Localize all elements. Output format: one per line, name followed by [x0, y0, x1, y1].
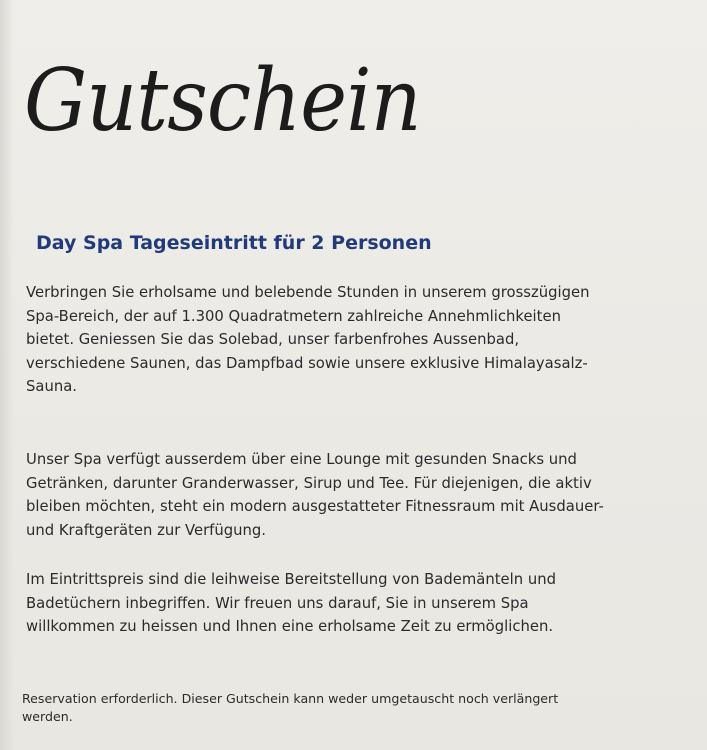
paragraph-line: Getränken, darunter Granderwasser, Sirup und Tee. Für diejenigen, die aktiv — [26, 474, 592, 492]
paragraph-line: Badetüchern inbegriffen. Wir freuen uns darauf, Sie in unserem Spa — [26, 594, 529, 612]
paragraph-line: Sauna. — [26, 378, 77, 395]
paragraph-line: und Kraftgeräten zur Verfügung. — [26, 521, 267, 539]
paragraph-line: Unser Spa verfügt ausserdem über eine Lounge mit gesunden Snacks und — [26, 451, 577, 468]
paragraph-line: verschiedene Saunen, das Dampfbad sowie unsere exklusive Himalayasalz- — [26, 354, 588, 372]
paragraph-line: Spa-Bereich, der auf 1.300 Quadratmetern zahlreiche Annehmlichkeiten — [26, 307, 561, 325]
paragraph-line: Im Eintrittspreis sind die leihweise Bereitstellung von Bademänteln und — [26, 571, 556, 588]
note-line: Reservation erforderlich. Dieser Gutschein kann weder umgetauscht noch verlängert — [22, 691, 559, 706]
paragraph-line: bleiben möchten, steht ein modern ausgestatteter Fitnessraum mit Ausdauer- — [26, 498, 604, 515]
description-paragraph-2 — [26, 448, 692, 542]
paragraph-line: Verbringen Sie erholsame und belebende Stunden in unserem grosszügigen — [26, 284, 590, 301]
note-line: werden. — [22, 709, 73, 724]
paragraph-line: bietet. Geniessen Sie das Solebad, unser farbenfrohes Aussenbad, — [26, 331, 520, 348]
paragraph-line: willkommen zu heissen und Ihnen eine erholsame Zeit zu ermöglichen. — [26, 618, 554, 635]
voucher-headline: Day Spa Tageseintritt für 2 Personen — [36, 232, 432, 254]
description-paragraph-1 — [26, 281, 692, 399]
paper-edge-shadow — [0, 0, 14, 750]
description-paragraph-3 — [26, 568, 692, 639]
reservation-note — [22, 690, 692, 726]
voucher-title: Gutschein — [24, 51, 421, 151]
